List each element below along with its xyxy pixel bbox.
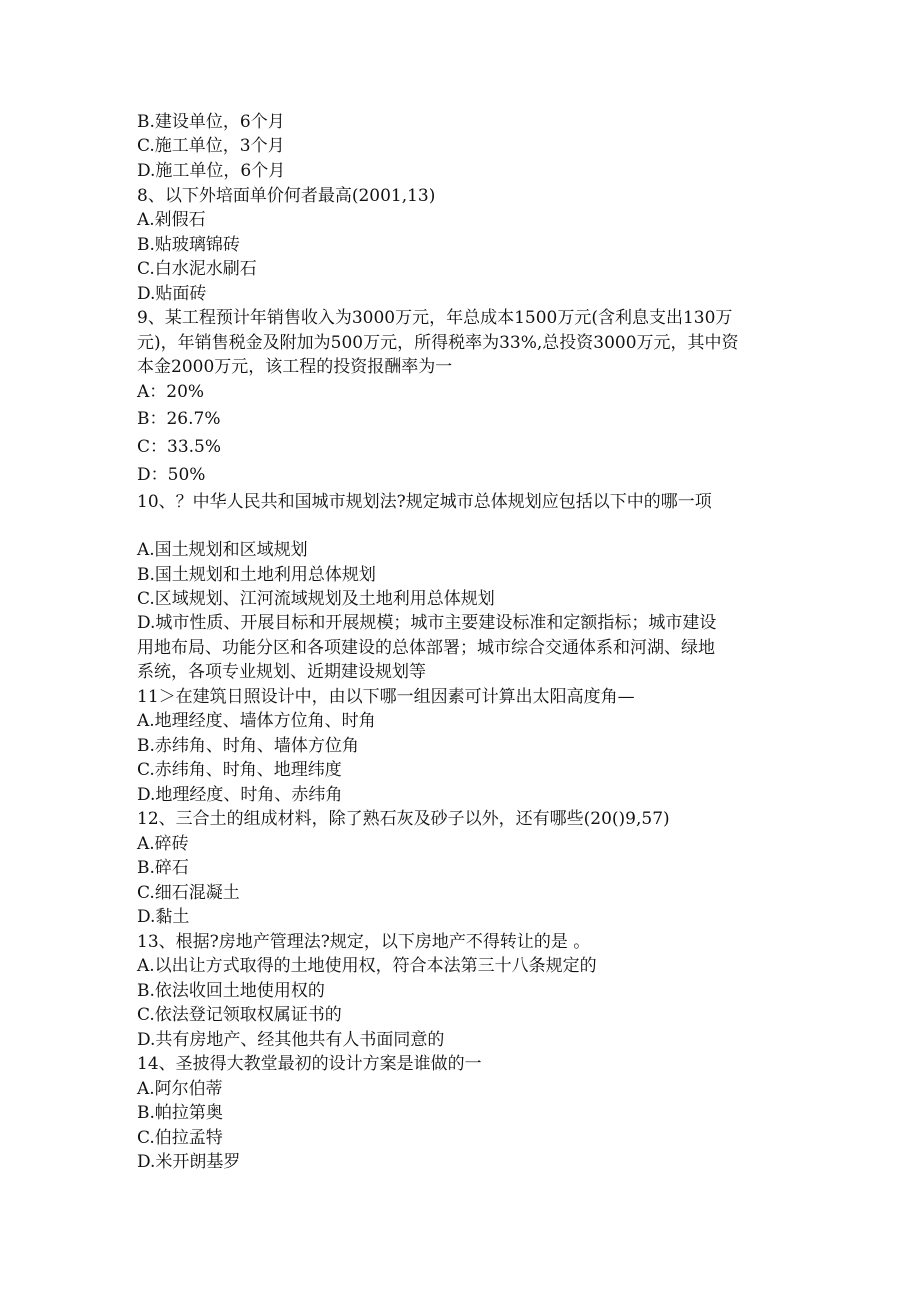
- option-a-q10: A.国土规划和区域规划: [137, 540, 308, 560]
- question-10: 10、？中华人民共和国城市规划法?规定城市总体规划应包括以下中的哪一项: [137, 492, 712, 512]
- question-9-line-1: 9、某工程预计年销售收入为3000万元，年总成本1500万元(含利息支出130万: [137, 308, 733, 328]
- option-b-q14: B.帕拉第奥: [137, 1103, 223, 1123]
- option-b-q7: B.建设单位，6个月: [137, 112, 285, 132]
- option-d-q7: D.施工单位，6个月: [137, 161, 286, 181]
- option-a-q12: A.碎砖: [137, 834, 189, 854]
- option-c-q7: C.施工单位，3个月: [137, 136, 285, 156]
- question-9-line-3: 本金2000万元，该工程的投资报酬率为一: [137, 357, 453, 377]
- option-d-q9: D：50%: [137, 465, 206, 485]
- option-d-q12: D.黏土: [137, 907, 190, 927]
- option-b-q11: B.赤纬角、时角、墙体方位角: [137, 736, 359, 756]
- option-d-q10-line-1: D.城市性质、开展目标和开展规模；城市主要建设标准和定额指标；城市建设: [137, 613, 717, 633]
- option-b-q8: B.贴玻璃锦砖: [137, 235, 240, 255]
- option-d-q10-line-3: 系统，各项专业规划、近期建设规划等: [137, 662, 426, 682]
- option-a-q14: A.阿尔伯蒂: [137, 1079, 223, 1099]
- question-9-line-2: 元)，年销售税金及附加为500万元，所得税率为33%,总投资3000万元，其中资: [137, 333, 739, 353]
- option-d-q13: D.共有房地产、经其他共有人书面同意的: [137, 1030, 445, 1050]
- option-d-q14: D.米开朗基罗: [137, 1152, 241, 1172]
- option-a-q9: A：20%: [137, 382, 205, 402]
- option-d-q11: D.地理经度、时角、赤纬角: [137, 785, 343, 805]
- option-b-q12: B.碎石: [137, 858, 189, 878]
- option-a-q8: A.剁假石: [137, 210, 206, 230]
- option-c-q13: C.依法登记领取权属证书的: [137, 1005, 342, 1025]
- option-c-q10: C.区域规划、江河流域规划及土地利用总体规划: [137, 589, 495, 609]
- option-c-q12: C.细石混凝土: [137, 883, 240, 903]
- option-d-q10-line-2: 用地布局、功能分区和各项建设的总体部署；城市综合交通体系和河湖、绿地: [137, 638, 715, 658]
- question-11: 11＞在建筑日照设计中，由以下哪一组因素可计算出太阳高度角—: [137, 687, 635, 707]
- question-13: 13、根据?房地产管理法?规定，以下房地产不得转让的是 。: [137, 932, 591, 952]
- option-b-q9: B：26.7%: [137, 409, 221, 429]
- option-a-q13: A.以出让方式取得的土地使用权，符合本法第三十八条规定的: [137, 956, 597, 976]
- question-14: 14、圣披得大教堂最初的设计方案是谁做的一: [137, 1054, 482, 1074]
- option-a-q11: A.地理经度、墙体方位角、时角: [137, 711, 376, 731]
- question-12: 12、三合土的组成材料，除了熟石灰及砂子以外，还有哪些(20()9,57): [137, 809, 670, 829]
- option-b-q13: B.依法收回土地使用权的: [137, 981, 325, 1001]
- option-c-q9: C：33.5%: [137, 437, 222, 457]
- option-b-q10: B.国土规划和土地利用总体规划: [137, 565, 376, 585]
- question-8: 8、以下外培面单价何者最高(2001,13): [137, 186, 436, 206]
- option-d-q8: D.贴面砖: [137, 284, 207, 304]
- option-c-q8: C.白水泥水刷石: [137, 259, 257, 279]
- option-c-q11: C.赤纬角、时角、地理纬度: [137, 760, 342, 780]
- option-c-q14: C.伯拉孟特: [137, 1128, 223, 1148]
